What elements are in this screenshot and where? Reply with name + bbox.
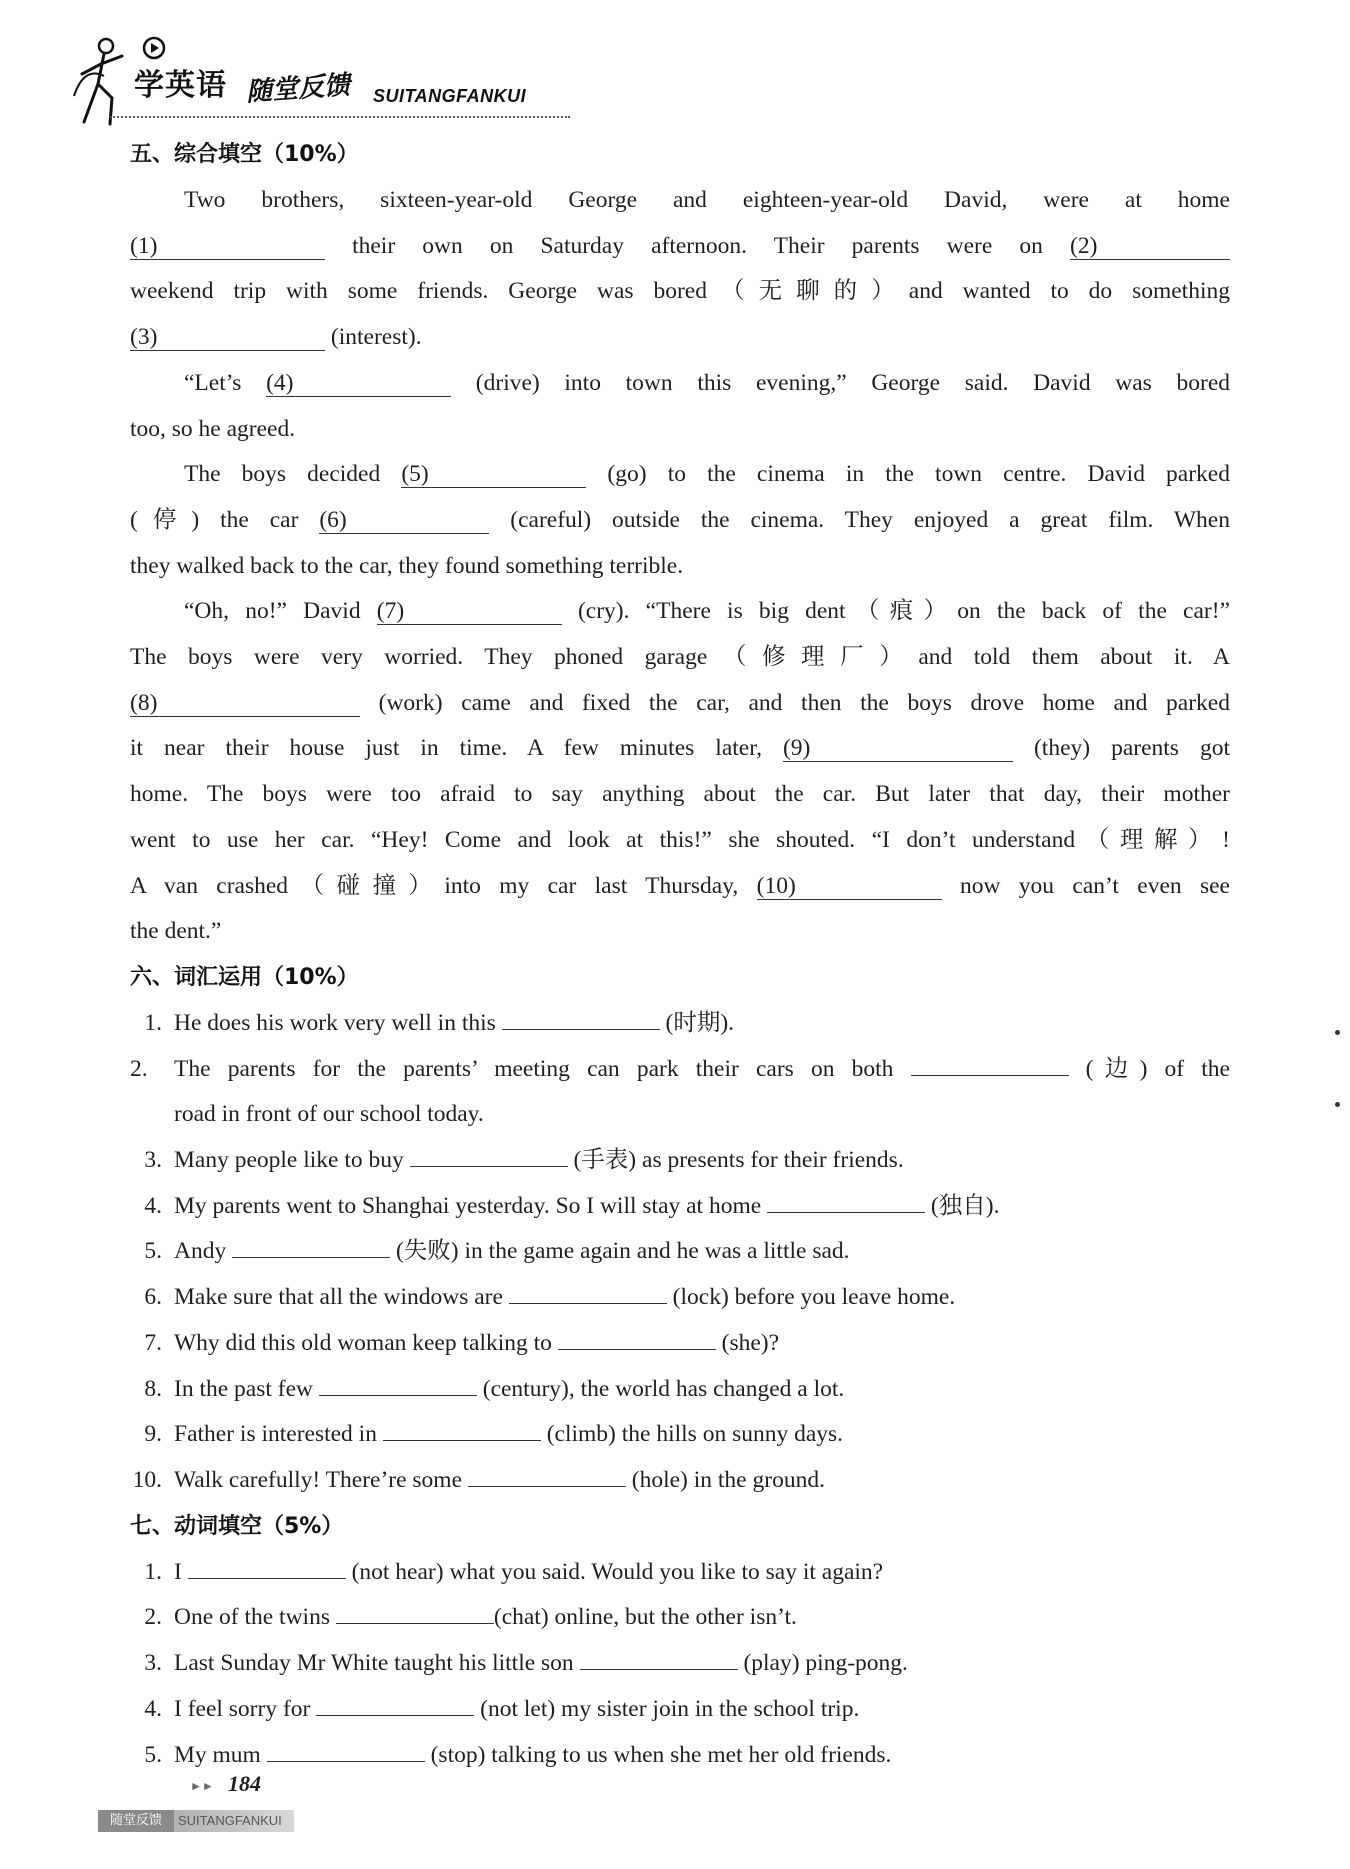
question-item	[130, 1687, 1230, 1733]
answer-blank[interactable]: (1)	[130, 233, 325, 260]
question-text: I	[174, 1558, 188, 1585]
question-hint: (手表) as presents for their friends.	[567, 1147, 904, 1174]
passage-line	[130, 726, 1230, 772]
question-text: Andy	[174, 1238, 233, 1265]
passage-line	[130, 407, 1230, 453]
question-number: 8.	[144, 1375, 162, 1402]
passage-text: (drive) into town this evening,” George said. David was bored	[451, 369, 1231, 396]
question-item	[130, 1001, 1230, 1047]
passage-line	[130, 498, 1230, 544]
question-item	[130, 1367, 1230, 1413]
question-number: 6.	[144, 1284, 162, 1311]
question-hint: (失败) in the game again and he was a little sad.	[390, 1238, 850, 1265]
passage-text: (they) parents got	[1012, 735, 1230, 762]
question-item	[130, 1641, 1230, 1687]
question-item	[130, 1412, 1230, 1458]
passage-line	[130, 224, 1230, 270]
passage-line	[130, 635, 1230, 681]
passage-line	[130, 361, 1230, 407]
answer-blank[interactable]: (2)	[1070, 233, 1230, 260]
brand-title: 学英语	[134, 68, 227, 103]
footer-strip-latin: SUITANGFANKUI	[178, 1813, 282, 1828]
question-text: Why did this old woman keep talking to	[174, 1329, 558, 1356]
answer-blank[interactable]	[509, 1277, 667, 1304]
answer-blank[interactable]: (7)	[377, 598, 562, 625]
passage-line	[130, 544, 1230, 590]
question-text: Many people like to buy	[174, 1147, 410, 1174]
page-arrow-icon: ►►	[190, 1779, 214, 1793]
question-text: In the past few	[174, 1375, 319, 1402]
question-item	[130, 1321, 1230, 1367]
answer-blank[interactable]	[316, 1689, 474, 1716]
question-item	[130, 1595, 1230, 1641]
question-text: I feel sorry for	[174, 1695, 317, 1722]
passage-line	[130, 681, 1230, 727]
section-5-passage	[130, 178, 1230, 955]
question-number: 2.	[144, 1604, 162, 1631]
answer-blank[interactable]	[558, 1323, 716, 1350]
passage-line	[130, 909, 1230, 955]
question-number: 9.	[144, 1421, 162, 1448]
passage-text: A van crashed（碰撞）into my car last Thursday,	[130, 872, 757, 899]
answer-blank[interactable]: (6)	[319, 507, 489, 534]
question-text: Father is interested in	[174, 1421, 383, 1448]
answer-blank[interactable]	[188, 1552, 346, 1579]
question-hint: (she)?	[715, 1329, 780, 1356]
passage-text: home. The boys were too afraid to say anything about the car. But later that day, their mother	[130, 781, 1230, 808]
passage-text: they walked back to the car, they found something terrible.	[130, 552, 684, 579]
question-text: Last Sunday Mr White taught his little son	[174, 1650, 580, 1677]
passage-text: the dent.”	[130, 918, 222, 945]
question-number: 3.	[144, 1650, 162, 1677]
question-number: 10.	[132, 1466, 162, 1493]
question-item	[130, 1184, 1230, 1230]
answer-blank[interactable]: (4)	[266, 370, 451, 397]
passage-text: “Let’s	[184, 369, 267, 396]
answer-blank[interactable]	[319, 1369, 477, 1396]
question-hint: (not hear) what you said. Would you like to say it again?	[345, 1558, 884, 1585]
passage-text: went to use her car. “Hey! Come and look at this!” she shouted. “I don’t understand（理解）!	[130, 826, 1230, 853]
question-item	[130, 1458, 1230, 1504]
answer-blank[interactable]	[336, 1597, 494, 1624]
question-item	[130, 1733, 1230, 1779]
question-continuation: road in front of our school today.	[174, 1101, 484, 1128]
passage-line	[130, 269, 1230, 315]
answer-blank[interactable]: (9)	[783, 735, 1013, 762]
section-7-items	[130, 1550, 1230, 1779]
question-number: 4.	[144, 1695, 162, 1722]
question-item	[130, 1275, 1230, 1321]
header-dotted-divider	[110, 116, 570, 118]
question-text: My parents went to Shanghai yesterday. So I will stay at home	[174, 1192, 768, 1219]
passage-text: (停) the car	[130, 506, 320, 533]
answer-blank[interactable]: (3)	[130, 324, 325, 351]
passage-line	[130, 315, 1230, 361]
answer-blank[interactable]	[267, 1735, 425, 1762]
passage-text: now you can’t even see	[941, 872, 1230, 899]
section-6-items	[130, 1001, 1230, 1504]
brand-latin: SUITANGFANKUI	[373, 86, 527, 106]
question-hint: (独自).	[925, 1192, 1000, 1219]
question-number: 5.	[144, 1238, 162, 1265]
passage-line	[130, 818, 1230, 864]
runner-logo-icon	[70, 36, 140, 128]
answer-blank[interactable]: (5)	[401, 461, 586, 488]
passage-text: weekend trip with some friends. George was bored（无聊的）and wanted to do something	[130, 278, 1230, 305]
passage-line	[130, 452, 1230, 498]
passage-text: The boys were very worried. They phoned garage（修理厂）and told them about it. A	[130, 644, 1230, 671]
question-hint: (play) ping-pong.	[737, 1650, 908, 1677]
passage-line	[130, 178, 1230, 224]
question-hint: (century), the world has changed a lot.	[476, 1375, 845, 1402]
passage-text: (interest).	[325, 324, 422, 351]
question-number: 7.	[144, 1329, 162, 1356]
passage-line	[130, 589, 1230, 635]
passage-text: (work) came and fixed the car, and then the boys drove home and parked	[360, 689, 1230, 716]
answer-blank[interactable]	[383, 1414, 541, 1441]
passage-text: Two brothers, sixteen-year-old George and eighteen-year-old David, were at home	[184, 187, 1230, 213]
passage-text: The boys decided	[184, 461, 402, 488]
section-5-title: 五、综合填空（10%）	[130, 142, 359, 167]
margin-mark	[1335, 1102, 1340, 1107]
question-text: Make sure that all the windows are	[174, 1284, 509, 1311]
header-logo	[70, 30, 570, 125]
answer-blank[interactable]: (10)	[757, 873, 942, 900]
question-item	[130, 1047, 1230, 1093]
question-hint: (climb) the hills on sunny days.	[540, 1421, 844, 1448]
question-text: He does his work very well in this	[174, 1009, 502, 1036]
margin-mark	[1335, 1030, 1340, 1035]
question-number: 1.	[144, 1558, 162, 1585]
answer-blank[interactable]	[410, 1140, 568, 1167]
answer-blank[interactable]	[767, 1186, 925, 1213]
question-number: 4.	[144, 1192, 162, 1219]
passage-text: too, so he agreed.	[130, 415, 296, 442]
question-item	[130, 1138, 1230, 1184]
question-text: The parents for the parents’ meeting can park their cars on both	[174, 1055, 911, 1082]
question-number: 2.	[130, 1055, 148, 1082]
question-hint: (边) of the	[1068, 1055, 1230, 1082]
question-text: One of the twins	[174, 1604, 336, 1631]
question-text: Walk carefully! There’re some	[174, 1466, 468, 1493]
section-7-title: 七、动词填空（5%）	[130, 1513, 344, 1539]
content	[130, 132, 1230, 1778]
answer-blank[interactable]	[580, 1643, 738, 1670]
footer-strip	[98, 1810, 294, 1832]
answer-blank[interactable]	[502, 1003, 660, 1030]
section-6-title: 六、词汇运用（10%）	[130, 964, 359, 990]
answer-blank[interactable]	[911, 1049, 1069, 1076]
question-hint: (时期).	[659, 1009, 735, 1036]
passage-text: “Oh, no!” David	[184, 598, 377, 625]
passage-text: it near their house just in time. A few minutes later,	[130, 735, 783, 762]
passage-text: (go) to the cinema in the town centre. David parked	[586, 461, 1230, 488]
passage-line	[130, 864, 1230, 910]
question-hint: (lock) before you leave home.	[666, 1284, 956, 1311]
brand-subtitle: 随堂反馈	[245, 70, 352, 108]
question-number: 5.	[144, 1741, 162, 1768]
play-icon	[142, 36, 166, 60]
question-number: 1.	[144, 1009, 162, 1036]
passage-text: (careful) outside the cinema. They enjoyed a great film. When	[489, 506, 1230, 533]
passage-text: their own on Saturday afternoon. Their parents were on	[325, 232, 1070, 259]
footer-strip-cn: 随堂反馈	[98, 1810, 174, 1832]
answer-blank[interactable]	[232, 1231, 390, 1258]
question-item	[130, 1229, 1230, 1275]
page-number: 184	[228, 1771, 261, 1796]
question-hint: (not let) my sister join in the school trip.	[474, 1695, 860, 1722]
question-item	[130, 1550, 1230, 1596]
answer-blank[interactable]	[468, 1460, 626, 1487]
question-hint: (chat) online, but the other isn’t.	[493, 1604, 797, 1631]
question-hint: (stop) talking to us when she met her old friends.	[424, 1741, 892, 1768]
passage-line	[130, 772, 1230, 818]
question-hint: (hole) in the ground.	[625, 1466, 825, 1493]
answer-blank[interactable]: (8)	[130, 690, 360, 717]
question-text: My mum	[174, 1741, 267, 1768]
question-number: 3.	[144, 1147, 162, 1174]
passage-text: (cry). “There is big dent（痕）on the back of the car!”	[561, 598, 1231, 625]
